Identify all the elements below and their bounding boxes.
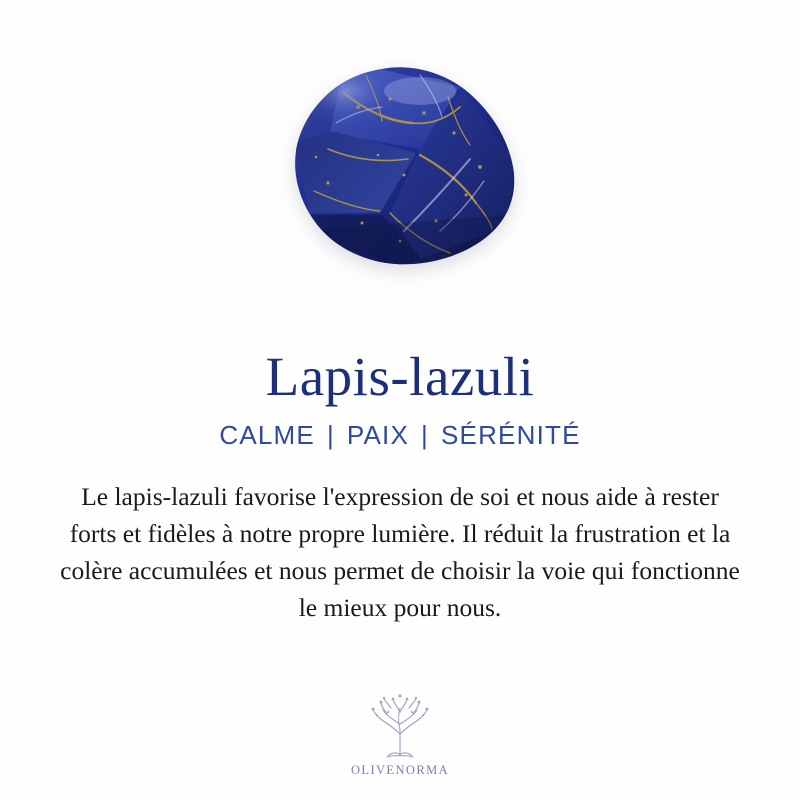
tree-of-life-icon [357, 690, 443, 762]
brand-logo [0, 690, 800, 778]
keyword-list [219, 420, 580, 451]
keyword-separator-2: | [421, 419, 429, 450]
keyword-1: CALME [219, 419, 315, 450]
keyword-2: PAIX [346, 419, 410, 450]
keyword-3: SÉRÉNITÉ [441, 419, 581, 450]
page-title: Lapis-lazuli [265, 346, 535, 407]
brand-name: OLIVENORMA [350, 763, 450, 777]
stone-facets [270, 67, 530, 278]
keyword-separator-1: | [326, 419, 335, 450]
stone-image-area [0, 0, 800, 330]
description-text: Le lapis-lazuli favorise l'expression de soi et nous aide à rester forts et fidèles à notre propre lumière. Il réduit la frustration et la colère accumulées et nous permet de choisir la voie qui fonctionne le mieux pour nous. [60, 481, 740, 622]
stone-illustration-svg [270, 63, 530, 278]
lapis-lazuli-stone-image [270, 63, 530, 278]
